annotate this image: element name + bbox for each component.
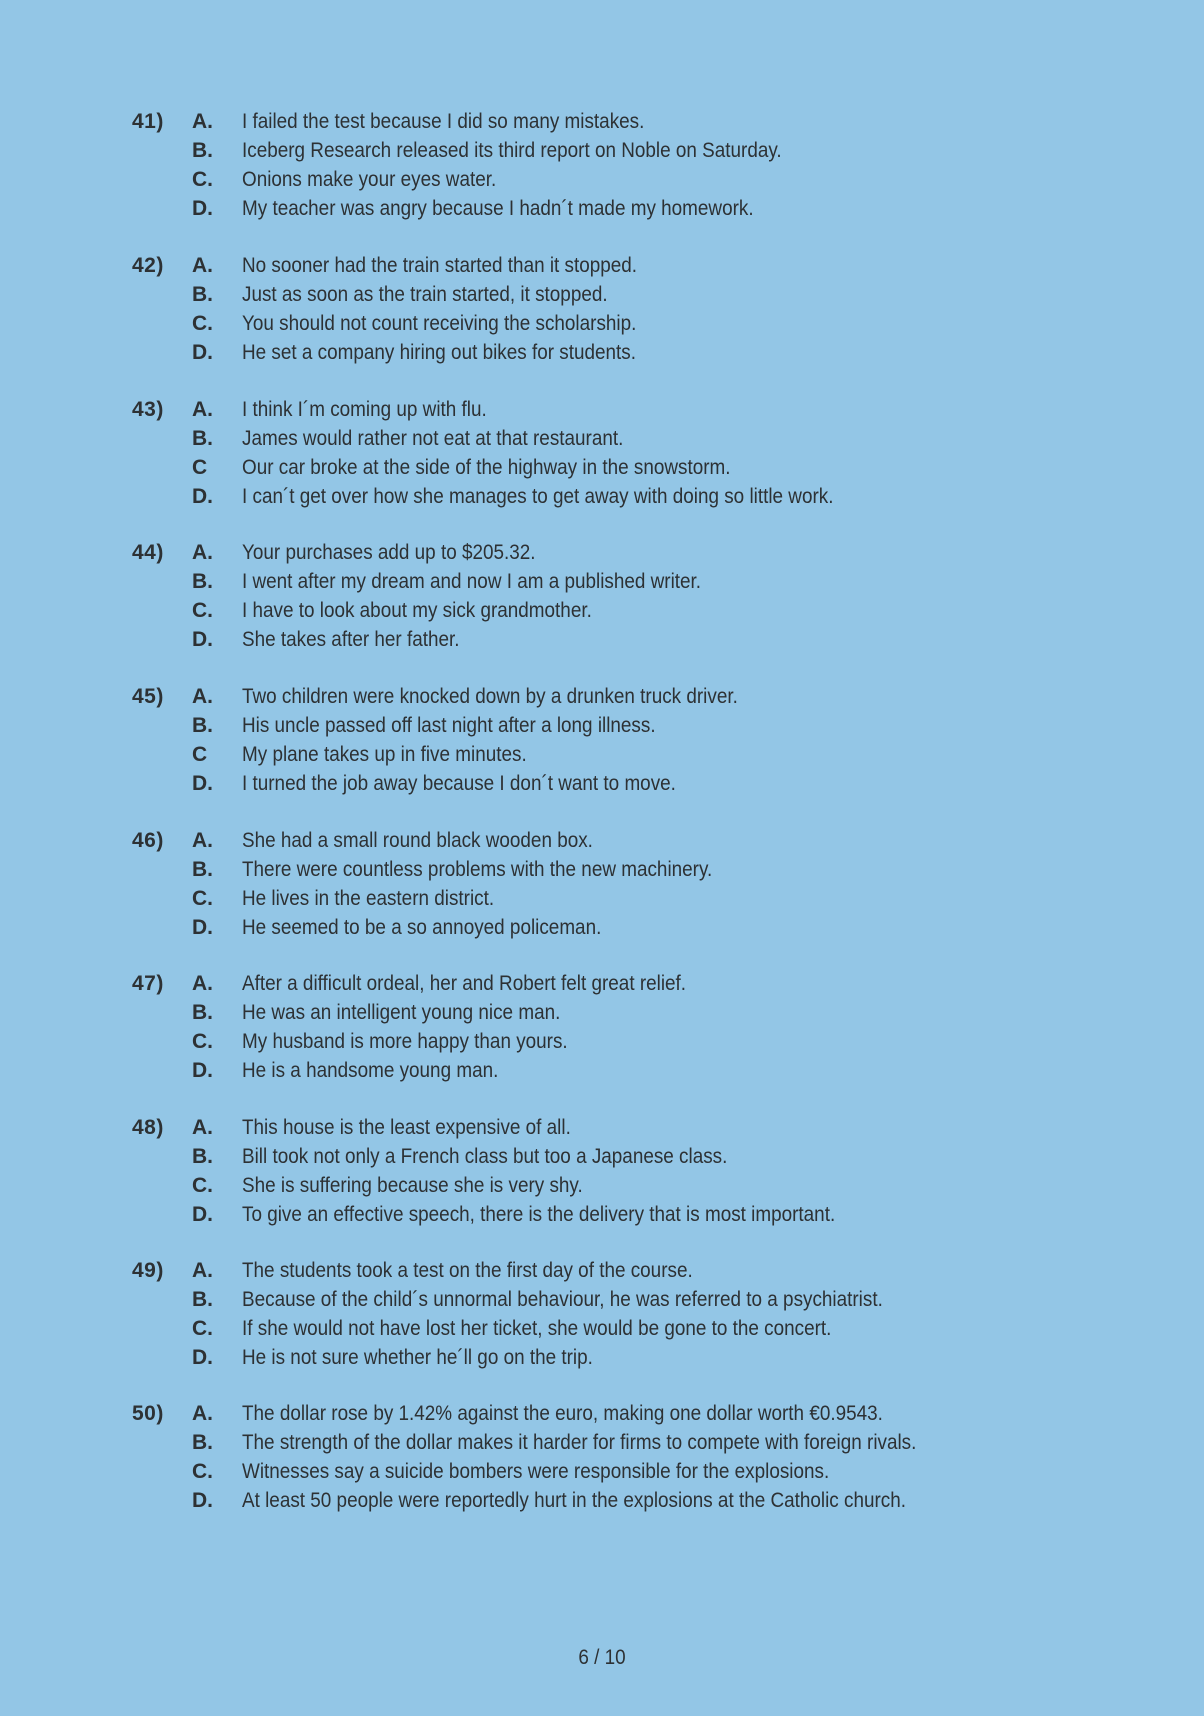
option-d xyxy=(192,1486,1172,1515)
option-a xyxy=(192,538,1172,567)
option-text: His uncle passed off last night after a long illness. xyxy=(242,714,656,737)
option-text: I went after my dream and now I am a published writer. xyxy=(242,570,702,593)
option-text: He is a handsome young man. xyxy=(242,1059,499,1082)
option-letter: D. xyxy=(192,1203,213,1226)
option-d xyxy=(192,1056,1172,1085)
option-c xyxy=(192,453,1172,482)
option-a xyxy=(192,1113,1172,1142)
question-number: 44) xyxy=(132,541,164,564)
option-b xyxy=(192,1142,1172,1171)
option-b xyxy=(192,1285,1172,1314)
option-text: This house is the least expensive of all. xyxy=(242,1116,571,1139)
option-b xyxy=(192,711,1172,740)
option-text: The dollar rose by 1.42% against the euro, making one dollar worth €0.9543. xyxy=(242,1402,883,1425)
option-letter: B. xyxy=(192,1145,213,1168)
option-a xyxy=(192,969,1172,998)
option-c xyxy=(192,165,1172,194)
page-number: 6 / 10 xyxy=(578,1646,626,1669)
option-text: He was an intelligent young nice man. xyxy=(242,1001,561,1024)
option-d xyxy=(192,769,1172,798)
option-letter: C. xyxy=(192,312,213,335)
option-letter: A. xyxy=(192,1402,213,1425)
option-text: Iceberg Research released its third report on Noble on Saturday. xyxy=(242,139,782,162)
question-number: 41) xyxy=(132,110,164,133)
option-b xyxy=(192,1428,1172,1457)
option-text: Onions make your eyes water. xyxy=(242,168,497,191)
option-letter: A. xyxy=(192,110,213,133)
option-text: She takes after her father. xyxy=(242,628,460,651)
option-text: She had a small round black wooden box. xyxy=(242,829,593,852)
option-text: To give an effective speech, there is the delivery that is most important. xyxy=(242,1203,836,1226)
option-letter: A. xyxy=(192,398,213,421)
option-a xyxy=(192,1256,1172,1285)
option-d xyxy=(192,913,1172,942)
option-d xyxy=(192,482,1172,511)
option-text: Just as soon as the train started, it stopped. xyxy=(242,283,608,306)
option-b xyxy=(192,855,1172,884)
option-letter: D. xyxy=(192,628,213,651)
option-text: He set a company hiring out bikes for students. xyxy=(242,341,636,364)
option-text: Our car broke at the side of the highway in the snowstorm. xyxy=(242,456,731,479)
option-letter: A. xyxy=(192,1116,213,1139)
option-text: He lives in the eastern district. xyxy=(242,887,495,910)
option-text: My husband is more happy than yours. xyxy=(242,1030,568,1053)
option-letter: C. xyxy=(192,599,213,622)
option-d xyxy=(192,1200,1172,1229)
option-text: There were countless problems with the new machinery. xyxy=(242,858,713,881)
option-text: Because of the child´s unnormal behaviour, he was referred to a psychiatrist. xyxy=(242,1288,883,1311)
option-letter: C. xyxy=(192,1174,213,1197)
option-letter: C. xyxy=(192,1317,213,1340)
option-letter: B. xyxy=(192,1001,213,1024)
option-letter: B. xyxy=(192,714,213,737)
option-text: My teacher was angry because I hadn´t made my homework. xyxy=(242,197,754,220)
question-number: 46) xyxy=(132,829,164,852)
option-letter: C. xyxy=(192,1030,213,1053)
option-text: You should not count receiving the scholarship. xyxy=(242,312,637,335)
option-letter: D. xyxy=(192,1489,213,1512)
option-a xyxy=(192,1399,1172,1428)
option-c xyxy=(192,740,1172,769)
option-c xyxy=(192,1457,1172,1486)
option-letter: D. xyxy=(192,772,213,795)
question-number: 45) xyxy=(132,685,164,708)
option-text: My plane takes up in five minutes. xyxy=(242,743,527,766)
option-a xyxy=(192,107,1172,136)
option-c xyxy=(192,1314,1172,1343)
option-b xyxy=(192,280,1172,309)
option-a xyxy=(192,682,1172,711)
option-letter: D. xyxy=(192,1346,213,1369)
option-letter: B. xyxy=(192,1431,213,1454)
option-letter: C. xyxy=(192,168,213,191)
option-letter: C xyxy=(192,743,208,766)
option-text: Two children were knocked down by a drunken truck driver. xyxy=(242,685,738,708)
option-a xyxy=(192,826,1172,855)
option-c xyxy=(192,596,1172,625)
option-text: Bill took not only a French class but too a Japanese class. xyxy=(242,1145,728,1168)
option-c xyxy=(192,1171,1172,1200)
option-text: I can´t get over how she manages to get away with doing so little work. xyxy=(242,485,834,508)
option-letter: A. xyxy=(192,685,213,708)
option-b xyxy=(192,424,1172,453)
option-letter: D. xyxy=(192,197,213,220)
option-d xyxy=(192,338,1172,367)
option-letter: A. xyxy=(192,541,213,564)
option-text: I think I´m coming up with flu. xyxy=(242,398,487,421)
question-number: 49) xyxy=(132,1259,164,1282)
option-letter: D. xyxy=(192,485,213,508)
option-a xyxy=(192,251,1172,280)
option-c xyxy=(192,1027,1172,1056)
option-text: I have to look about my sick grandmother. xyxy=(242,599,592,622)
question-number: 48) xyxy=(132,1116,164,1139)
option-letter: D. xyxy=(192,916,213,939)
option-letter: A. xyxy=(192,829,213,852)
option-letter: B. xyxy=(192,570,213,593)
option-text: No sooner had the train started than it stopped. xyxy=(242,254,638,277)
option-letter: D. xyxy=(192,1059,213,1082)
option-c xyxy=(192,309,1172,338)
question-number: 50) xyxy=(132,1402,164,1425)
option-text: If she would not have lost her ticket, she would be gone to the concert. xyxy=(242,1317,832,1340)
option-letter: B. xyxy=(192,283,213,306)
option-text: He is not sure whether he´ll go on the trip. xyxy=(242,1346,593,1369)
option-letter: A. xyxy=(192,972,213,995)
option-b xyxy=(192,136,1172,165)
option-letter: B. xyxy=(192,427,213,450)
option-a xyxy=(192,395,1172,424)
option-d xyxy=(192,194,1172,223)
option-b xyxy=(192,998,1172,1027)
option-text: James would rather not eat at that restaurant. xyxy=(242,427,624,450)
option-letter: A. xyxy=(192,1259,213,1282)
option-letter: B. xyxy=(192,858,213,881)
option-text: I failed the test because I did so many mistakes. xyxy=(242,110,645,133)
option-letter: C. xyxy=(192,1460,213,1483)
option-letter: D. xyxy=(192,341,213,364)
option-text: The students took a test on the first day of the course. xyxy=(242,1259,693,1282)
option-text: She is suffering because she is very shy. xyxy=(242,1174,583,1197)
option-c xyxy=(192,884,1172,913)
option-letter: C xyxy=(192,456,208,479)
option-letter: A. xyxy=(192,254,213,277)
option-letter: C. xyxy=(192,887,213,910)
option-text: The strength of the dollar makes it harder for firms to compete with foreign rivals. xyxy=(242,1431,917,1454)
question-number: 47) xyxy=(132,972,164,995)
option-text: Witnesses say a suicide bombers were responsible for the explosions. xyxy=(242,1460,830,1483)
question-number: 42) xyxy=(132,254,164,277)
option-letter: B. xyxy=(192,139,213,162)
option-b xyxy=(192,567,1172,596)
option-text: At least 50 people were reportedly hurt in the explosions at the Catholic church. xyxy=(242,1489,906,1512)
option-text: Your purchases add up to $205.32. xyxy=(242,541,536,564)
option-text: He seemed to be a so annoyed policeman. xyxy=(242,916,602,939)
option-d xyxy=(192,1343,1172,1372)
option-letter: B. xyxy=(192,1288,213,1311)
option-text: After a difficult ordeal, her and Robert felt great relief. xyxy=(242,972,687,995)
question-number: 43) xyxy=(132,398,164,421)
option-text: I turned the job away because I don´t want to move. xyxy=(242,772,676,795)
option-d xyxy=(192,625,1172,654)
